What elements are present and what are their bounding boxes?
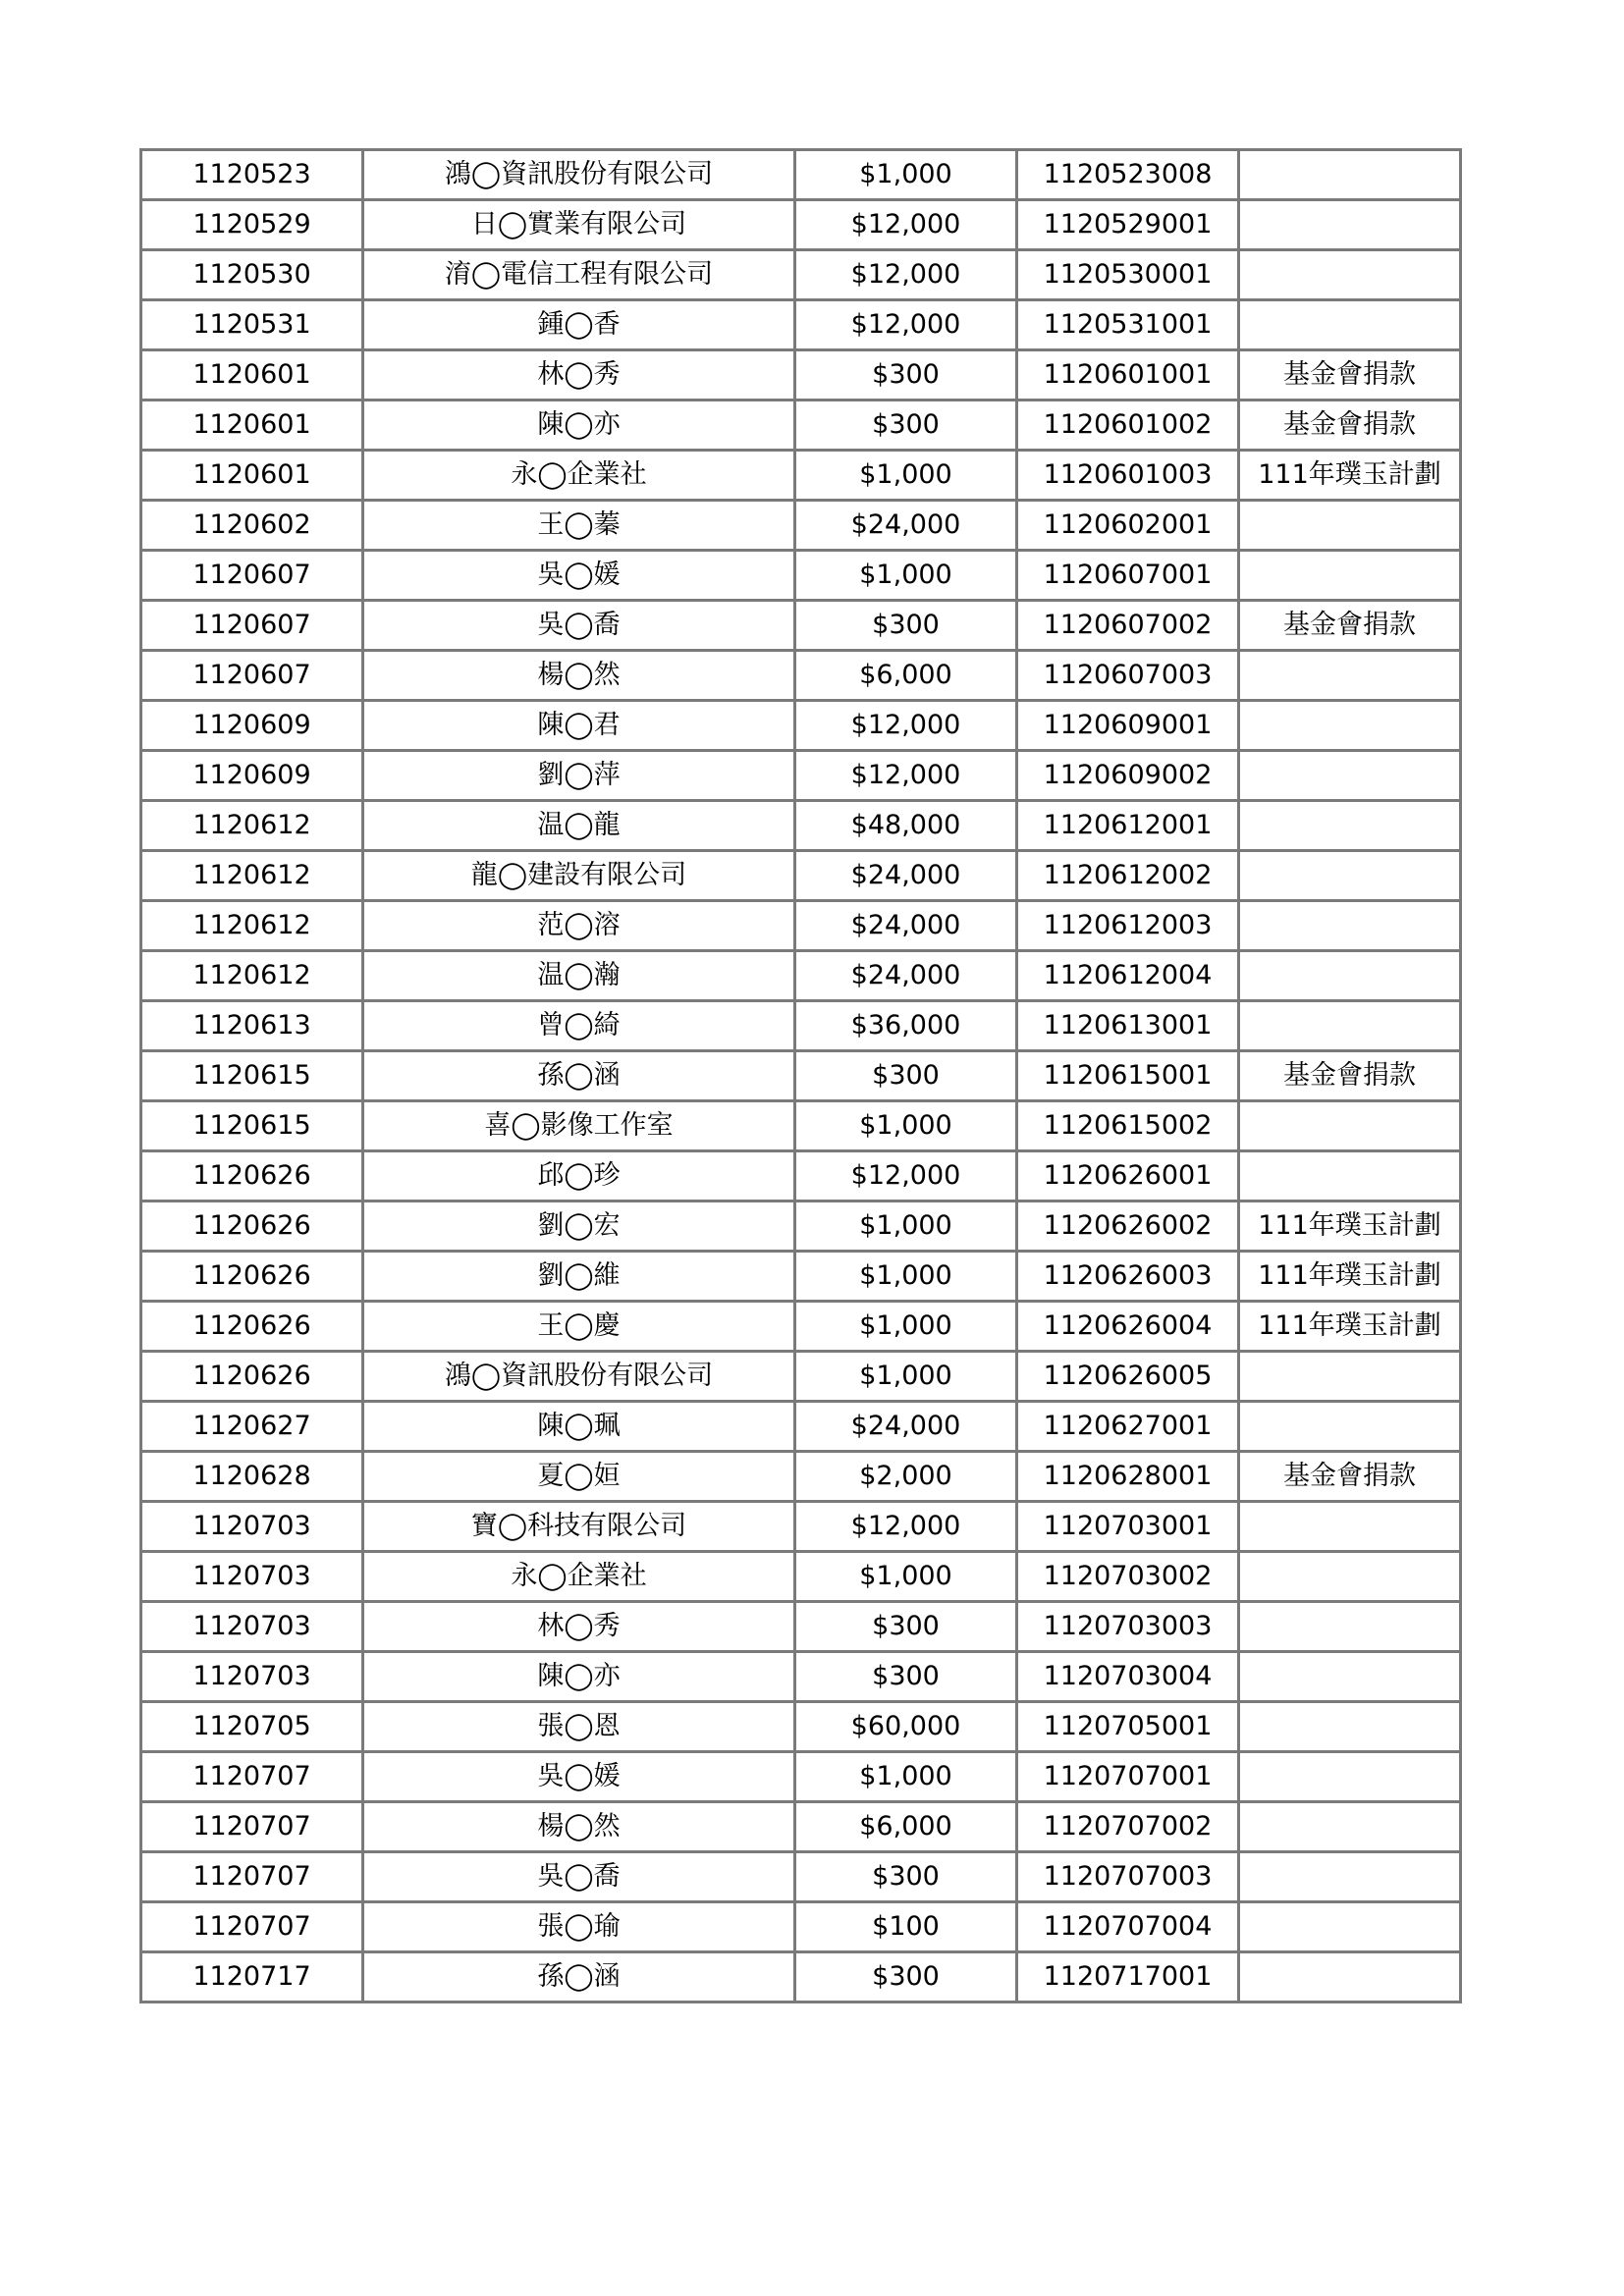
note-cell: 基金會捐款 [1239, 1051, 1461, 1101]
donor-name-cell: 龍◯建設有限公司 [363, 851, 795, 901]
amount-cell: $1,000 [795, 1252, 1017, 1302]
donor-name-cell: 劉◯萍 [363, 751, 795, 801]
table-row [141, 1151, 1461, 1201]
donor-name-cell: 劉◯維 [363, 1252, 795, 1302]
receipt-number-cell: 1120523008 [1017, 150, 1239, 200]
receipt-number-cell: 1120607003 [1017, 651, 1239, 701]
receipt-number-cell: 1120707003 [1017, 1852, 1239, 1902]
amount-cell: $6,000 [795, 1802, 1017, 1852]
note-cell [1239, 701, 1461, 751]
amount-cell: $1,000 [795, 150, 1017, 200]
receipt-number-cell: 1120707001 [1017, 1752, 1239, 1802]
note-cell [1239, 1552, 1461, 1602]
amount-cell: $2,000 [795, 1452, 1017, 1502]
table-row [141, 751, 1461, 801]
donor-name-cell: 張◯瑜 [363, 1902, 795, 1952]
donor-name-cell: 永◯企業社 [363, 1552, 795, 1602]
date-cell: 1120626 [141, 1151, 363, 1201]
date-cell: 1120523 [141, 150, 363, 200]
table-row [141, 801, 1461, 851]
amount-cell: $1,000 [795, 1101, 1017, 1151]
donor-name-cell: 淯◯電信工程有限公司 [363, 250, 795, 300]
receipt-number-cell: 1120705001 [1017, 1702, 1239, 1752]
receipt-number-cell: 1120613001 [1017, 1001, 1239, 1051]
date-cell: 1120601 [141, 451, 363, 501]
receipt-number-cell: 1120612003 [1017, 901, 1239, 951]
date-cell: 1120612 [141, 851, 363, 901]
note-cell [1239, 1752, 1461, 1802]
note-cell [1239, 250, 1461, 300]
amount-cell: $300 [795, 1852, 1017, 1902]
donor-name-cell: 永◯企業社 [363, 451, 795, 501]
date-cell: 1120612 [141, 951, 363, 1001]
receipt-number-cell: 1120609001 [1017, 701, 1239, 751]
amount-cell: $1,000 [795, 451, 1017, 501]
receipt-number-cell: 1120707004 [1017, 1902, 1239, 1952]
receipt-number-cell: 1120609002 [1017, 751, 1239, 801]
donor-name-cell: 吳◯媛 [363, 1752, 795, 1802]
donor-name-cell: 楊◯然 [363, 651, 795, 701]
note-cell [1239, 1352, 1461, 1402]
amount-cell: $6,000 [795, 651, 1017, 701]
date-cell: 1120613 [141, 1001, 363, 1051]
donor-name-cell: 喜◯影像工作室 [363, 1101, 795, 1151]
table-row [141, 551, 1461, 601]
donor-name-cell: 吳◯喬 [363, 601, 795, 651]
donor-name-cell: 孫◯涵 [363, 1051, 795, 1101]
date-cell: 1120703 [141, 1502, 363, 1552]
note-cell: 111年璞玉計劃 [1239, 451, 1461, 501]
table-row [141, 1802, 1461, 1852]
date-cell: 1120707 [141, 1902, 363, 1952]
table-row [141, 1352, 1461, 1402]
receipt-number-cell: 1120707002 [1017, 1802, 1239, 1852]
amount-cell: $300 [795, 601, 1017, 651]
note-cell [1239, 551, 1461, 601]
donor-name-cell: 鍾◯香 [363, 300, 795, 350]
table-row [141, 1652, 1461, 1702]
donor-name-cell: 鴻◯資訊股份有限公司 [363, 150, 795, 200]
donor-name-cell: 陳◯亦 [363, 1652, 795, 1702]
amount-cell: $300 [795, 1652, 1017, 1702]
note-cell [1239, 751, 1461, 801]
date-cell: 1120628 [141, 1452, 363, 1502]
date-cell: 1120529 [141, 200, 363, 250]
date-cell: 1120607 [141, 651, 363, 701]
amount-cell: $24,000 [795, 951, 1017, 1001]
date-cell: 1120612 [141, 801, 363, 851]
table-row [141, 701, 1461, 751]
table-row [141, 1101, 1461, 1151]
amount-cell: $12,000 [795, 1502, 1017, 1552]
table-row [141, 1452, 1461, 1502]
receipt-number-cell: 1120615002 [1017, 1101, 1239, 1151]
date-cell: 1120601 [141, 350, 363, 400]
amount-cell: $1,000 [795, 551, 1017, 601]
receipt-number-cell: 1120628001 [1017, 1452, 1239, 1502]
table-row [141, 501, 1461, 551]
note-cell [1239, 1101, 1461, 1151]
amount-cell: $48,000 [795, 801, 1017, 851]
table-row [141, 1001, 1461, 1051]
date-cell: 1120703 [141, 1652, 363, 1702]
donor-name-cell: 寶◯科技有限公司 [363, 1502, 795, 1552]
amount-cell: $300 [795, 350, 1017, 400]
receipt-number-cell: 1120703001 [1017, 1502, 1239, 1552]
donor-name-cell: 陳◯珮 [363, 1402, 795, 1452]
note-cell [1239, 651, 1461, 701]
amount-cell: $12,000 [795, 300, 1017, 350]
amount-cell: $24,000 [795, 851, 1017, 901]
date-cell: 1120626 [141, 1201, 363, 1252]
amount-cell: $12,000 [795, 200, 1017, 250]
donor-name-cell: 邱◯珍 [363, 1151, 795, 1201]
note-cell [1239, 1151, 1461, 1201]
receipt-number-cell: 1120601001 [1017, 350, 1239, 400]
amount-cell: $300 [795, 1952, 1017, 2002]
note-cell [1239, 1602, 1461, 1652]
table-row [141, 951, 1461, 1001]
receipt-number-cell: 1120607002 [1017, 601, 1239, 651]
amount-cell: $1,000 [795, 1302, 1017, 1352]
donor-name-cell: 王◯慶 [363, 1302, 795, 1352]
receipt-number-cell: 1120612004 [1017, 951, 1239, 1001]
receipt-number-cell: 1120717001 [1017, 1952, 1239, 2002]
note-cell [1239, 1952, 1461, 2002]
note-cell [1239, 801, 1461, 851]
donation-table-body [141, 150, 1461, 2002]
note-cell [1239, 1902, 1461, 1952]
note-cell: 基金會捐款 [1239, 1452, 1461, 1502]
donor-name-cell: 吳◯喬 [363, 1852, 795, 1902]
note-cell [1239, 1852, 1461, 1902]
amount-cell: $12,000 [795, 1151, 1017, 1201]
note-cell [1239, 1001, 1461, 1051]
date-cell: 1120626 [141, 1302, 363, 1352]
date-cell: 1120626 [141, 1252, 363, 1302]
table-row [141, 451, 1461, 501]
receipt-number-cell: 1120627001 [1017, 1402, 1239, 1452]
amount-cell: $24,000 [795, 1402, 1017, 1452]
table-row [141, 1952, 1461, 2002]
amount-cell: $60,000 [795, 1702, 1017, 1752]
note-cell [1239, 1702, 1461, 1752]
donor-name-cell: 王◯蓁 [363, 501, 795, 551]
date-cell: 1120601 [141, 400, 363, 451]
table-row [141, 1302, 1461, 1352]
donor-name-cell: 林◯秀 [363, 350, 795, 400]
table-row [141, 350, 1461, 400]
table-row [141, 1702, 1461, 1752]
note-cell [1239, 851, 1461, 901]
table-row [141, 1852, 1461, 1902]
note-cell [1239, 1802, 1461, 1852]
note-cell: 111年璞玉計劃 [1239, 1201, 1461, 1252]
amount-cell: $1,000 [795, 1752, 1017, 1802]
donor-name-cell: 温◯龍 [363, 801, 795, 851]
amount-cell: $36,000 [795, 1001, 1017, 1051]
table-row [141, 250, 1461, 300]
receipt-number-cell: 1120601003 [1017, 451, 1239, 501]
table-row [141, 200, 1461, 250]
table-row [141, 300, 1461, 350]
date-cell: 1120609 [141, 751, 363, 801]
donor-name-cell: 曾◯綺 [363, 1001, 795, 1051]
amount-cell: $300 [795, 400, 1017, 451]
table-row [141, 150, 1461, 200]
date-cell: 1120707 [141, 1752, 363, 1802]
donor-name-cell: 陳◯亦 [363, 400, 795, 451]
receipt-number-cell: 1120626005 [1017, 1352, 1239, 1402]
receipt-number-cell: 1120530001 [1017, 250, 1239, 300]
table-row [141, 1552, 1461, 1602]
table-row [141, 400, 1461, 451]
table-row [141, 1502, 1461, 1552]
receipt-number-cell: 1120626001 [1017, 1151, 1239, 1201]
note-cell [1239, 1402, 1461, 1452]
note-cell: 基金會捐款 [1239, 601, 1461, 651]
note-cell [1239, 901, 1461, 951]
date-cell: 1120607 [141, 601, 363, 651]
table-row [141, 851, 1461, 901]
donor-name-cell: 温◯瀚 [363, 951, 795, 1001]
donation-table [139, 148, 1462, 2003]
date-cell: 1120607 [141, 551, 363, 601]
donor-name-cell: 吳◯媛 [363, 551, 795, 601]
date-cell: 1120717 [141, 1952, 363, 2002]
receipt-number-cell: 1120626002 [1017, 1201, 1239, 1252]
date-cell: 1120615 [141, 1101, 363, 1151]
table-row [141, 901, 1461, 951]
receipt-number-cell: 1120601002 [1017, 400, 1239, 451]
date-cell: 1120707 [141, 1802, 363, 1852]
receipt-number-cell: 1120703004 [1017, 1652, 1239, 1702]
note-cell [1239, 951, 1461, 1001]
donor-name-cell: 張◯恩 [363, 1702, 795, 1752]
date-cell: 1120612 [141, 901, 363, 951]
amount-cell: $24,000 [795, 501, 1017, 551]
note-cell: 111年璞玉計劃 [1239, 1252, 1461, 1302]
receipt-number-cell: 1120529001 [1017, 200, 1239, 250]
receipt-number-cell: 1120531001 [1017, 300, 1239, 350]
table-row [141, 1402, 1461, 1452]
receipt-number-cell: 1120602001 [1017, 501, 1239, 551]
date-cell: 1120707 [141, 1852, 363, 1902]
note-cell: 111年璞玉計劃 [1239, 1302, 1461, 1352]
note-cell [1239, 200, 1461, 250]
donor-name-cell: 楊◯然 [363, 1802, 795, 1852]
date-cell: 1120627 [141, 1402, 363, 1452]
date-cell: 1120626 [141, 1352, 363, 1402]
date-cell: 1120602 [141, 501, 363, 551]
receipt-number-cell: 1120626004 [1017, 1302, 1239, 1352]
table-row [141, 1201, 1461, 1252]
receipt-number-cell: 1120612002 [1017, 851, 1239, 901]
date-cell: 1120705 [141, 1702, 363, 1752]
note-cell: 基金會捐款 [1239, 350, 1461, 400]
table-row [141, 601, 1461, 651]
date-cell: 1120615 [141, 1051, 363, 1101]
receipt-number-cell: 1120703002 [1017, 1552, 1239, 1602]
date-cell: 1120530 [141, 250, 363, 300]
amount-cell: $12,000 [795, 751, 1017, 801]
receipt-number-cell: 1120607001 [1017, 551, 1239, 601]
amount-cell: $24,000 [795, 901, 1017, 951]
date-cell: 1120703 [141, 1552, 363, 1602]
table-row [141, 1602, 1461, 1652]
note-cell [1239, 501, 1461, 551]
amount-cell: $1,000 [795, 1352, 1017, 1402]
amount-cell: $12,000 [795, 701, 1017, 751]
table-row [141, 1752, 1461, 1802]
receipt-number-cell: 1120703003 [1017, 1602, 1239, 1652]
amount-cell: $12,000 [795, 250, 1017, 300]
table-row [141, 1252, 1461, 1302]
note-cell [1239, 1652, 1461, 1702]
receipt-number-cell: 1120626003 [1017, 1252, 1239, 1302]
donor-name-cell: 陳◯君 [363, 701, 795, 751]
amount-cell: $1,000 [795, 1552, 1017, 1602]
note-cell [1239, 150, 1461, 200]
donor-name-cell: 劉◯宏 [363, 1201, 795, 1252]
receipt-number-cell: 1120612001 [1017, 801, 1239, 851]
date-cell: 1120703 [141, 1602, 363, 1652]
table-row [141, 1902, 1461, 1952]
donor-name-cell: 范◯溶 [363, 901, 795, 951]
amount-cell: $300 [795, 1602, 1017, 1652]
note-cell [1239, 1502, 1461, 1552]
table-row [141, 651, 1461, 701]
donor-name-cell: 鴻◯資訊股份有限公司 [363, 1352, 795, 1402]
amount-cell: $100 [795, 1902, 1017, 1952]
date-cell: 1120609 [141, 701, 363, 751]
donor-name-cell: 日◯實業有限公司 [363, 200, 795, 250]
note-cell: 基金會捐款 [1239, 400, 1461, 451]
amount-cell: $300 [795, 1051, 1017, 1101]
donor-name-cell: 孫◯涵 [363, 1952, 795, 2002]
donor-name-cell: 林◯秀 [363, 1602, 795, 1652]
table-row [141, 1051, 1461, 1101]
amount-cell: $1,000 [795, 1201, 1017, 1252]
note-cell [1239, 300, 1461, 350]
date-cell: 1120531 [141, 300, 363, 350]
donor-name-cell: 夏◯姮 [363, 1452, 795, 1502]
receipt-number-cell: 1120615001 [1017, 1051, 1239, 1101]
